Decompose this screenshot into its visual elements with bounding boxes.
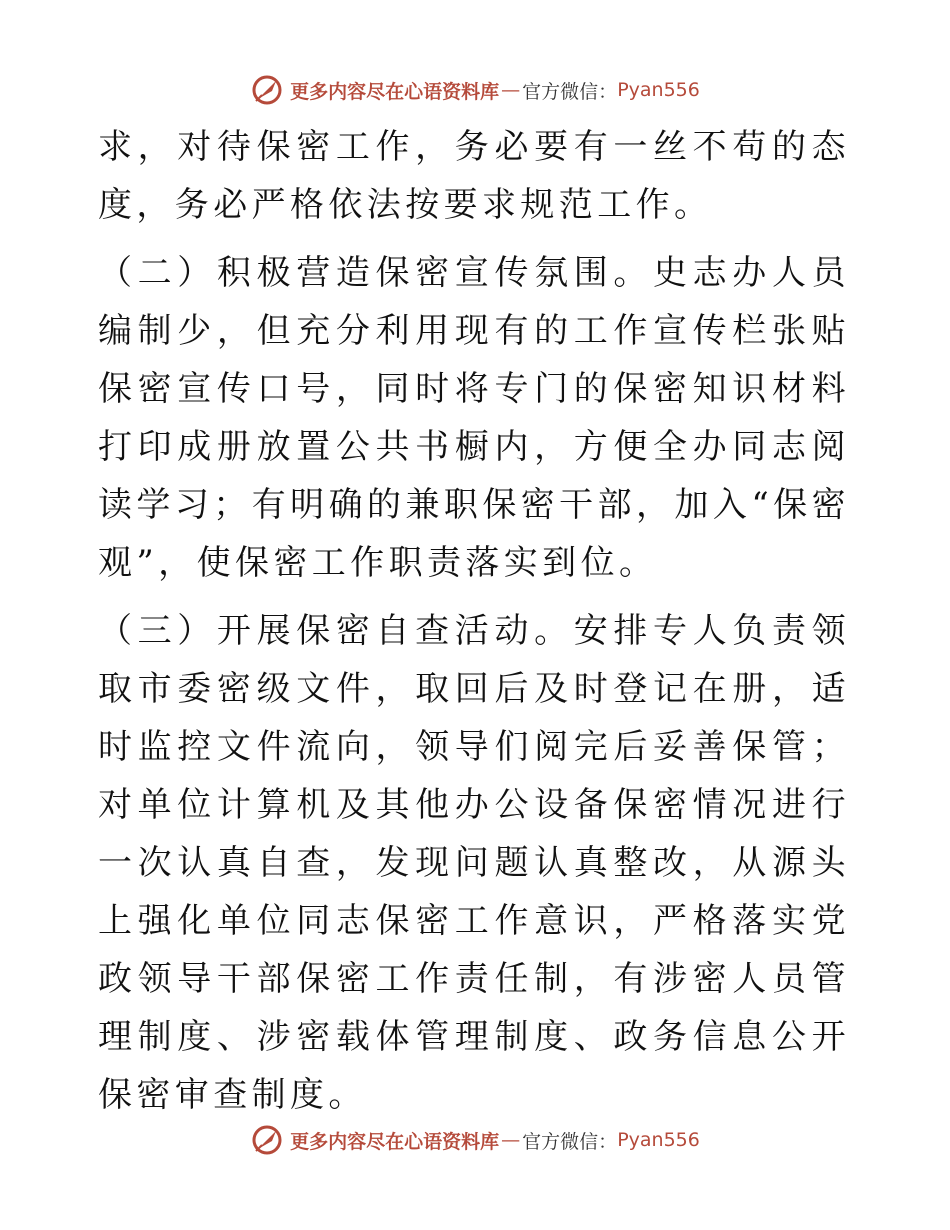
paragraph-continuation: 求，对待保密工作，务必要有一丝不苟的态度，务必严格依法按要求规范工作。 <box>98 127 850 225</box>
document-body <box>98 118 850 1124</box>
paragraph-section-three: （三）开展保密自查活动。安排专人负责领取市委密级文件，取回后及时登记在册，适时监控文件流向，领导们阅完后妥善保管；对单位计算机及其他办公设备保密情况进行一次认真自查，发现问题认真整改，从源头上强化单位同志保密工作意识，严格落实党政领导干部保密工作责任制，有涉密人员管理制度、涉密载体管理制度、政务信息公开保密审查制度。 <box>98 611 850 1115</box>
banner-wechat-label: 官方微信： <box>522 1130 618 1153</box>
footer-watermark-banner <box>0 1120 950 1160</box>
banner-dash: — <box>501 79 521 101</box>
header-watermark-banner <box>0 70 950 110</box>
banner-site-text: 更多内容尽在心语资料库 <box>290 80 500 103</box>
banner-wechat-label: 官方微信： <box>522 80 618 103</box>
quill-logo-icon <box>250 73 284 107</box>
paragraph-section-two: （二）积极营造保密宣传氛围。史志办人员编制少，但充分利用现有的工作宣传栏张贴保密宣传口号，同时将专门的保密知识材料打印成册放置公共书橱内，方便全办同志阅读学习；有明确的兼职保密干部，加入“保密观”，使保密工作职责落实到位。 <box>98 253 850 583</box>
banner-wechat-id: Pyan556 <box>617 79 700 101</box>
quill-logo-icon <box>250 1123 284 1157</box>
banner-site-text: 更多内容尽在心语资料库 <box>290 1130 500 1153</box>
banner-dash: — <box>501 1129 521 1151</box>
banner-wechat-id: Pyan556 <box>617 1129 700 1151</box>
